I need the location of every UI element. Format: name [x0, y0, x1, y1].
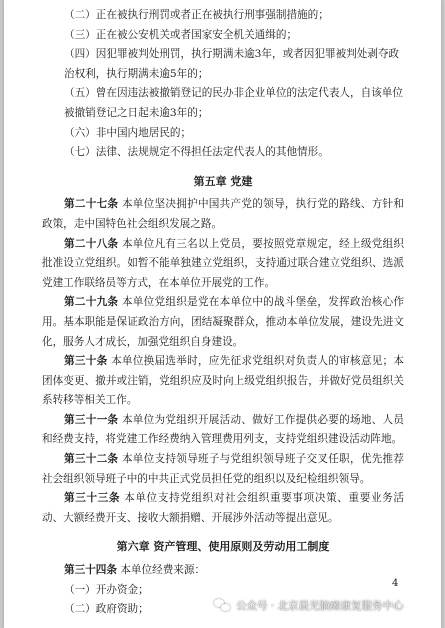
document-page [4, 0, 441, 628]
article [42, 411, 404, 450]
article-text: 本单位党组织是党在本单位中的战斗堡垒，发挥政治核心作用。基本职能是保证政治方向，团结凝聚群众，推动本单位发展，建设先进文化，服务人才成长，加强党组织自身建设。 [42, 296, 405, 348]
page-number: 4 [392, 578, 399, 589]
article-number: 第二十九条 [64, 296, 119, 309]
document-content [42, 6, 404, 620]
article-text: 本单位为党组织开展活动、做好工作提供必要的场地、人员和经费支持，将党建工作经费纳入管理费用列支，支持党组织建设活动阵地。 [42, 413, 405, 446]
article [42, 450, 404, 489]
article [42, 235, 404, 294]
watermark [214, 598, 404, 613]
article-number: 第三十条 [64, 355, 108, 368]
list-item: （二）正在被执行刑罚或者正在被执行刑事强制措施的； [64, 9, 329, 21]
chapter-heading: 第六章 资产管理、使用原则及劳动用工制度 [116, 540, 330, 554]
list-item: （三）正在被公安机关或者国家安全机关通缉的； [64, 28, 298, 41]
article-number: 第三十四条 [64, 564, 117, 577]
article [42, 561, 404, 581]
article-number: 第三十二条 [64, 453, 119, 466]
list-item: （二）政府资助； [64, 603, 149, 616]
article-text: 本单位凡有三名以上党员，要按照党章规定，经上级党组织批准设立党组织。如暂不能单独建立党组织，支持通过联合建立党组织、选派党建工作联络员等方式，在本单位开展党的工作。 [42, 237, 405, 289]
article-text: 本单位支持党组织对社会组织重要事项决策、重要业务活动、大额经费开支、接收大额捐赠、开展涉外活动等提出意见。 [42, 492, 405, 524]
list-item: （七）法律、法规规定不得担任法定代表人的其他情形。 [64, 146, 329, 159]
article-number: 第三十一条 [64, 413, 119, 426]
article-text: 本单位经费来源： [120, 564, 206, 577]
list-item: （六）非中国内地居民的； [64, 126, 192, 139]
article [42, 195, 404, 234]
chapter-heading: 第五章 党建 [193, 174, 253, 188]
article-number: 第二十七条 [64, 198, 119, 211]
list-item: （四）因犯罪被判处刑罚，执行期满未逾3年，或者因犯罪被判处剥夺政治权利，执行期满未逾5年的； [64, 48, 400, 80]
article [42, 352, 404, 411]
watermark-text: 公众号 · 北京晨光脑瘫康复服务中心 [236, 600, 404, 612]
article-number: 第三十三条 [64, 492, 121, 505]
article [42, 489, 404, 528]
article-text: 本单位换届选举时，应先征求党组织对负责人的审核意见；本团体变更、撤并或注销，党组织应及时向上级党组织报告，并做好党员组织关系转移等相关工作。 [42, 355, 405, 407]
article-text: 本单位坚决拥护中国共产党的领导，执行党的路线、方针和政策，走中国特色社会组织发展之路。 [42, 198, 405, 230]
article-text: 本单位支持领导班子与党组织领导班子交叉任职，优先推荐社会组织领导班子中的中共正式党员担任党的组织以及纪检组织领导。 [42, 453, 405, 485]
list-item: （一）开办资金； [64, 583, 149, 596]
wechat-icon [214, 599, 230, 612]
list-item: （五）曾在因违法被撤销登记的民办非企业单位的法定代表人，自该单位被撤销登记之日起未逾3年的； [64, 87, 403, 119]
article-number: 第二十八条 [64, 237, 119, 250]
article [42, 293, 404, 352]
